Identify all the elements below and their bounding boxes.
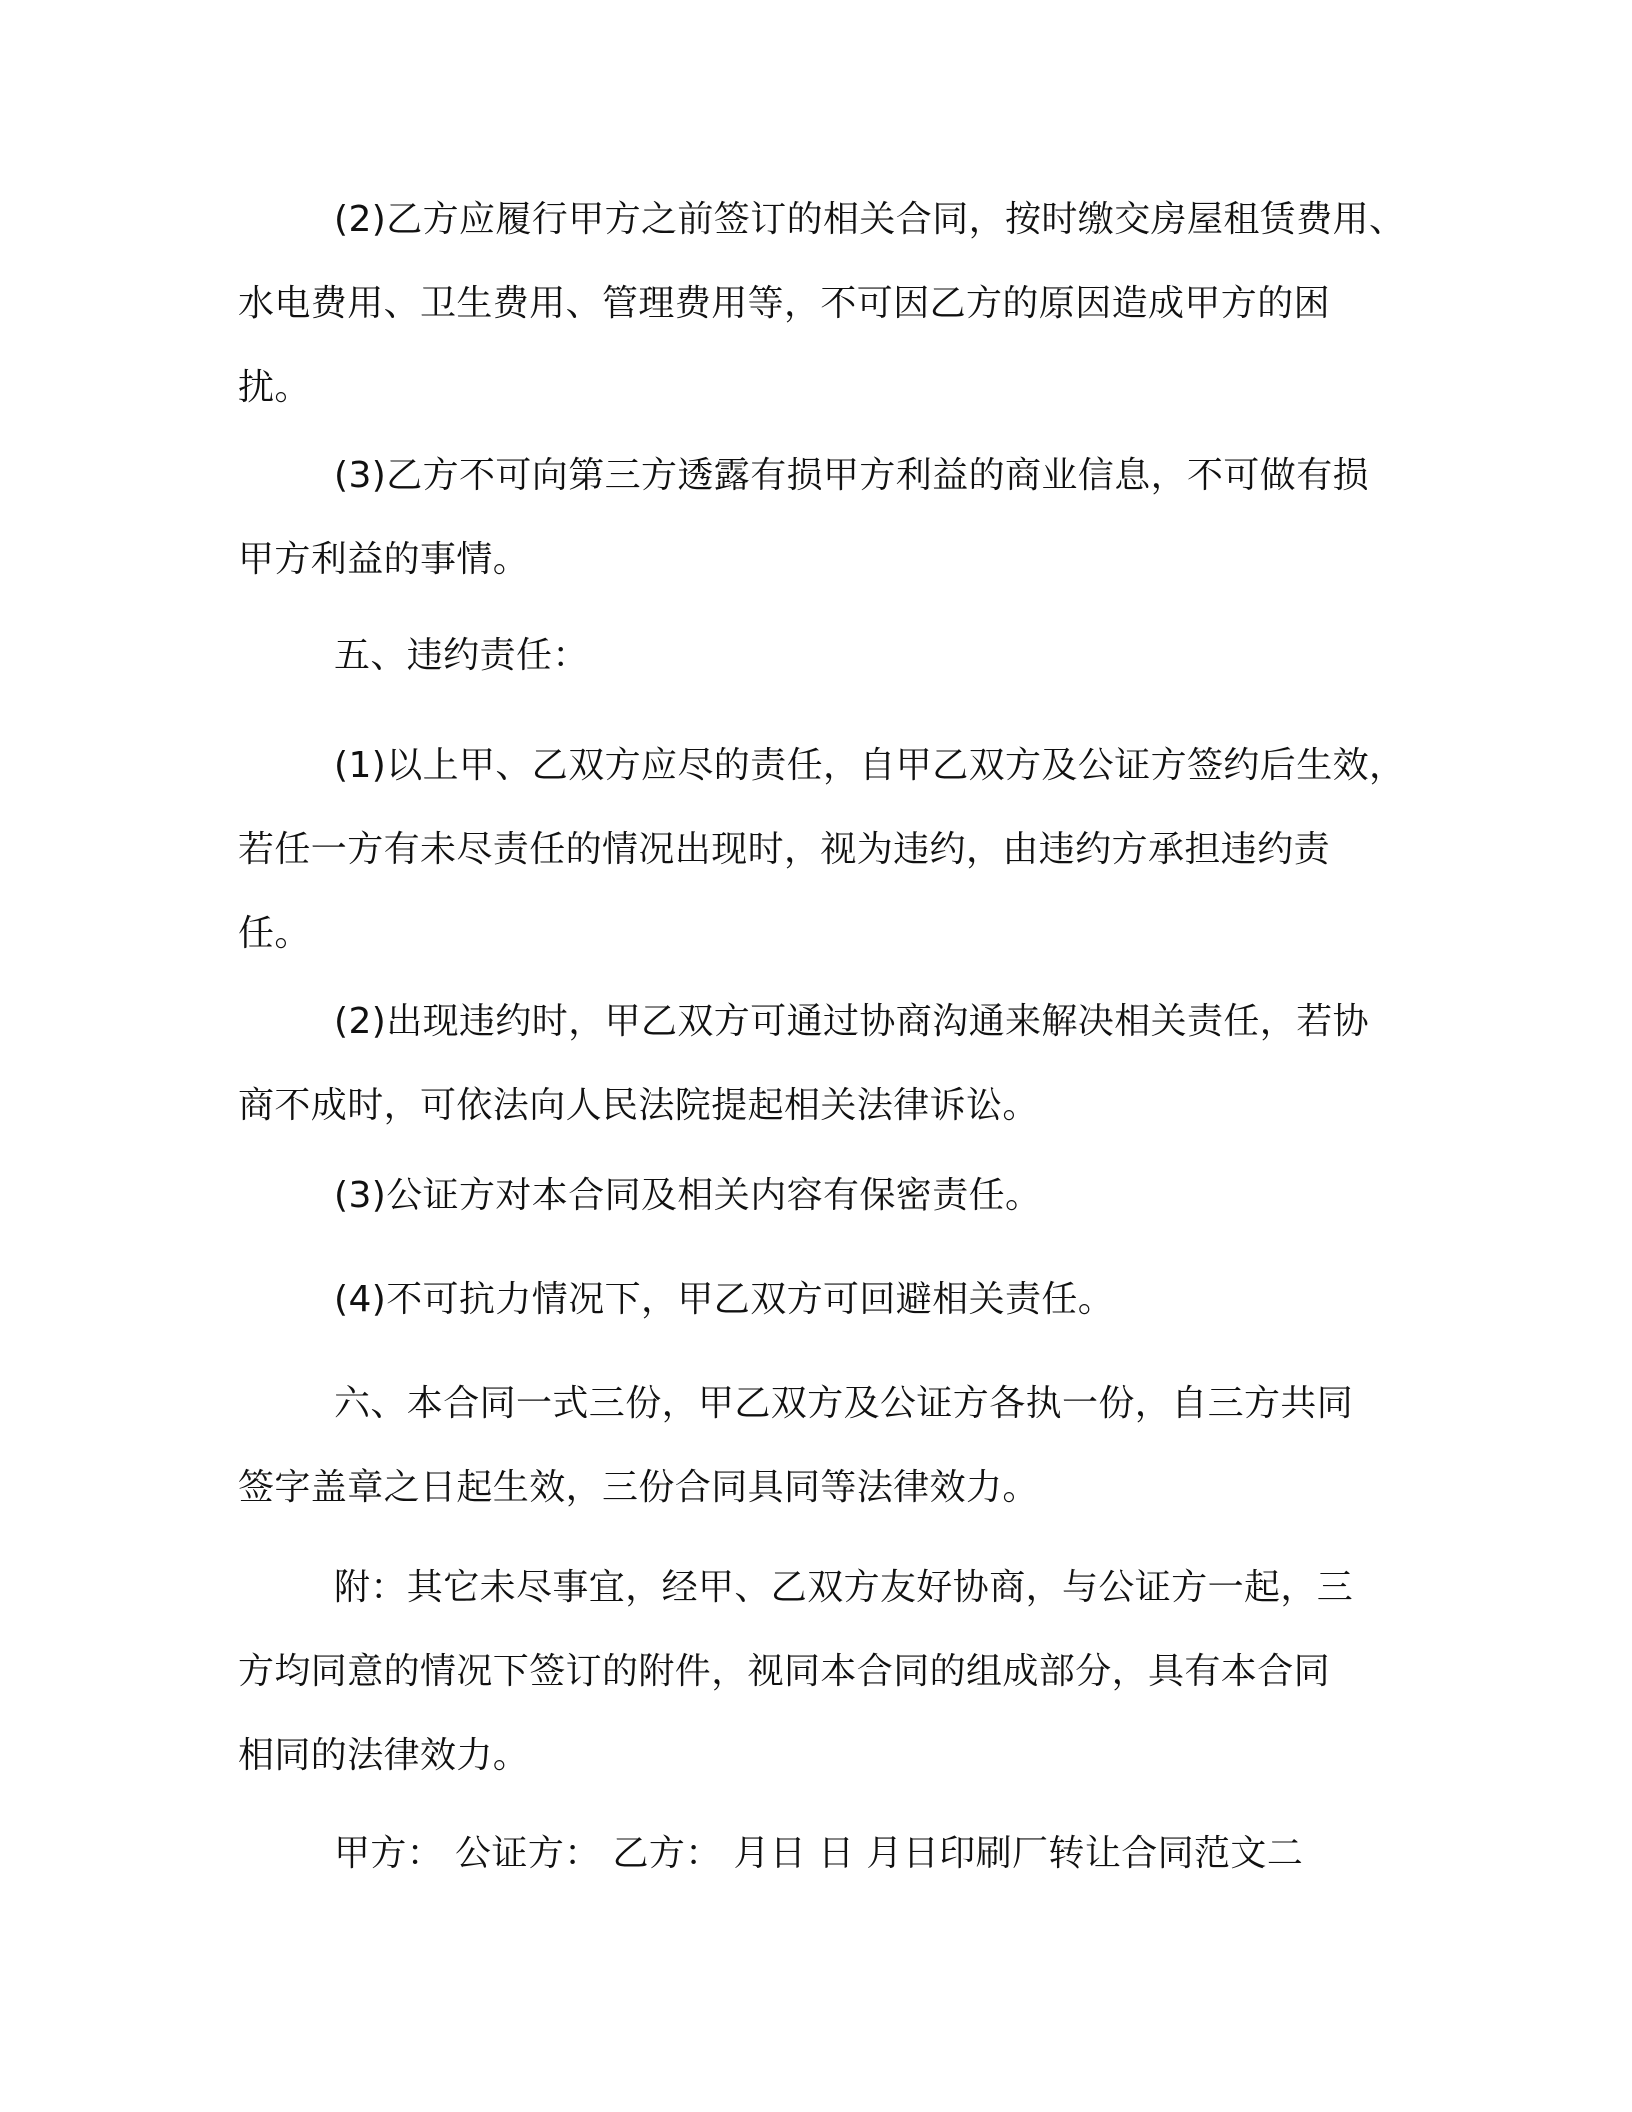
paragraph-clause-5-1 xyxy=(238,724,1408,976)
text-line: (3)乙方不可向第三方透露有损甲方利益的商业信息，不可做有损 xyxy=(334,455,1369,496)
text-line: (2)出现违约时，甲乙双方可通过协商沟通来解决相关责任，若协 xyxy=(334,1001,1369,1042)
signature-line xyxy=(238,1812,1408,1896)
paragraph-section-6 xyxy=(238,1362,1408,1530)
paragraph-clause-5-2 xyxy=(238,980,1408,1148)
paragraph-clause-4-3 xyxy=(238,434,1408,602)
text-line: 商不成时，可依法向人民法院提起相关法律诉讼。 xyxy=(238,1085,1039,1126)
text-line: 扰。 xyxy=(238,367,311,408)
text-line: 若任一方有未尽责任的情况出现时，视为违约，由违约方承担违约责 xyxy=(238,829,1331,870)
paragraph-clause-5-4 xyxy=(238,1258,1408,1342)
text-line: 水电费用、卫生费用、管理费用等，不可因乙方的原因造成甲方的困 xyxy=(238,283,1331,324)
text-line: 六、本合同一式三份，甲乙双方及公证方各执一份，自三方共同 xyxy=(334,1383,1354,1424)
text-line: 签字盖章之日起生效，三份合同具同等法律效力。 xyxy=(238,1467,1039,1508)
text-line: 任。 xyxy=(238,913,311,954)
text-line: 五、违约责任： xyxy=(334,635,589,676)
paragraph-clause-4-2 xyxy=(238,178,1408,430)
paragraph-clause-5-3 xyxy=(238,1154,1408,1238)
text-line: 甲方利益的事情。 xyxy=(238,539,530,580)
text-line: 甲方： 公证方： 乙方： 月日 日 月日印刷厂转让合同范文二 xyxy=(334,1833,1304,1874)
paragraph-appendix xyxy=(238,1546,1408,1798)
text-line: (2)乙方应履行甲方之前签订的相关合同，按时缴交房屋租赁费用、 xyxy=(334,199,1406,240)
text-line: (4)不可抗力情况下，甲乙双方可回避相关责任。 xyxy=(334,1279,1115,1320)
text-line: 附：其它未尽事宜，经甲、乙双方友好协商，与公证方一起，三 xyxy=(334,1567,1354,1608)
text-line: (3)公证方对本合同及相关内容有保密责任。 xyxy=(334,1175,1042,1216)
text-line: 方均同意的情况下签订的附件，视同本合同的组成部分，具有本合同 xyxy=(238,1651,1331,1692)
text-line: 相同的法律效力。 xyxy=(238,1735,530,1776)
section-heading-breach-liability xyxy=(238,614,1408,698)
text-line: (1)以上甲、乙双方应尽的责任，自甲乙双方及公证方签约后生效， xyxy=(334,745,1406,786)
